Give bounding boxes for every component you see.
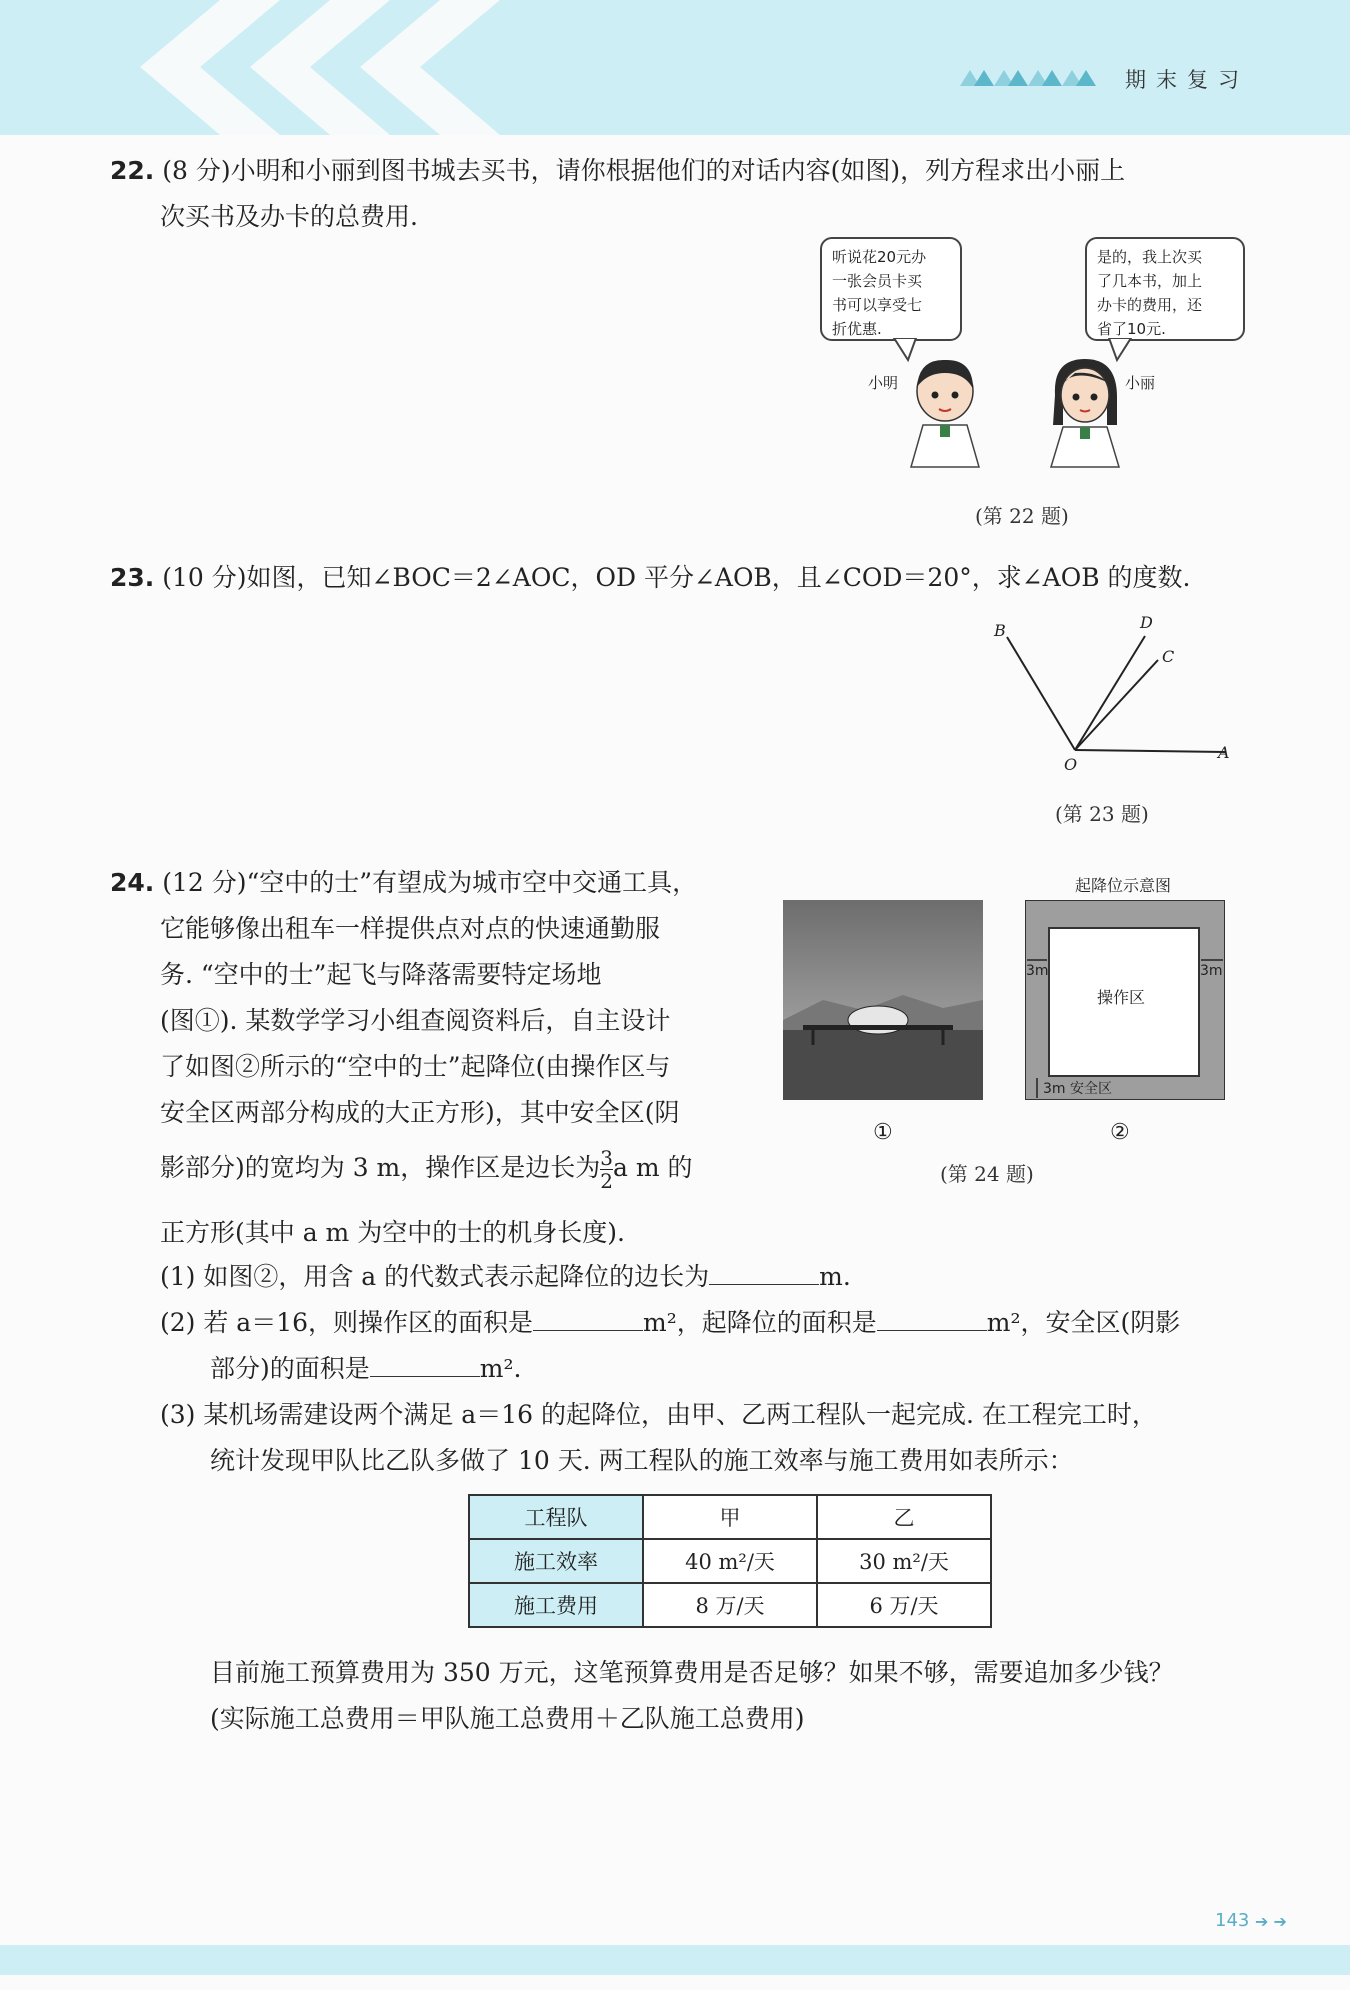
bubble-right-line: 办卡的费用，还	[1097, 296, 1203, 314]
table-row	[469, 1495, 991, 1539]
p2-text: m²，起降位的面积是	[643, 1308, 877, 1337]
table-row	[469, 1583, 991, 1627]
q22-line1: (8 分)小明和小丽到图书城去买书，请你根据他们的对话内容(如图)，列方程求出小丽上	[162, 156, 1126, 185]
p1-unit: m.	[819, 1262, 851, 1291]
table-cell: 40 m²/天	[643, 1539, 817, 1583]
p1-text: (1) 如图②，用含 a 的代数式表示起降位的边长为	[160, 1262, 710, 1291]
q24-line: 了如图②所示的“空中的士”起降位(由操作区与	[160, 1052, 671, 1081]
q23-body: (10 分)如图，已知∠BOC＝2∠AOC，OD 平分∠AOB，且∠COD＝20°，求∠AOB 的度数.	[162, 563, 1191, 592]
cost-table	[468, 1494, 992, 1628]
q24-number: 24.	[110, 868, 155, 897]
p2-text: m²，安全区(阴影	[986, 1308, 1181, 1337]
q24-intro	[110, 860, 760, 1136]
q22-text	[110, 148, 1260, 240]
ray-oa	[1075, 750, 1225, 752]
label-b: B	[994, 621, 1006, 640]
arrow-right-icon: ➔ ➔	[1255, 1912, 1287, 1931]
p2-text: 部分)的面积是	[210, 1354, 370, 1383]
q23-text	[110, 555, 1260, 601]
bubble-right-line: 省了10元.	[1097, 320, 1166, 338]
q22-number: 22.	[110, 156, 155, 185]
q23-caption: (第 23 题)	[1055, 802, 1149, 826]
q24-part1	[160, 1254, 851, 1300]
q24-line: 安全区两部分构成的大正方形)，其中安全区(阴	[160, 1098, 680, 1127]
air-taxi-photo	[783, 900, 983, 1100]
speech-bubble-xiaoming	[820, 237, 962, 341]
name-xiaoming: 小明	[868, 374, 899, 392]
bubble-left-line: 听说花20元办	[832, 248, 927, 266]
p2-unit: m².	[479, 1354, 522, 1383]
p3-line: (3) 某机场需建设两个满足 a＝16 的起降位，由甲、乙两工程队一起完成. 在工程完工时，	[160, 1400, 1157, 1429]
name-xiaoli: 小丽	[1125, 374, 1156, 392]
frac-den: 2	[600, 1169, 613, 1193]
table-cell: 施工费用	[469, 1583, 643, 1627]
q23-number: 23.	[110, 563, 155, 592]
bubble-left-line: 一张会员卡买	[832, 272, 923, 290]
q24-line: 务. “空中的士”起飞与降落需要特定场地	[160, 960, 602, 989]
speech-bubble-xiaoli	[1085, 237, 1245, 341]
tail-line: 目前施工预算费用为 350 万元，这笔预算费用是否足够？如果不够，需要追加多少钱？	[210, 1658, 1174, 1687]
q24-line: (图①). 某数学学习小组查阅资料后，自主设计	[160, 1006, 671, 1035]
q24-part2	[160, 1300, 1260, 1392]
q24-line8: 正方形(其中 a m 为空中的士的机身长度).	[160, 1218, 625, 1247]
angle-diagram	[990, 610, 1240, 775]
q24-caption: (第 24 题)	[940, 1162, 1034, 1186]
table-cell: 8 万/天	[643, 1583, 817, 1627]
fig1-label: ①	[873, 1120, 893, 1145]
footer-band	[0, 1945, 1350, 1975]
table-header-cell: 乙	[817, 1495, 991, 1539]
bubble-left-line: 书可以享受七	[832, 296, 923, 314]
table-header-cell: 工程队	[469, 1495, 643, 1539]
q24-line7	[160, 1140, 760, 1196]
page-number: 143	[1215, 1910, 1250, 1931]
ray-od	[1075, 636, 1145, 750]
margin-left-label: 3m	[1026, 963, 1049, 979]
q24-line7-prefix: 影部分)的宽均为 3 m，操作区是边长为	[160, 1153, 601, 1182]
table-cell: 30 m²/天	[817, 1539, 991, 1583]
girl-figure-icon	[1045, 355, 1125, 470]
chevron-decoration-icon	[100, 0, 520, 135]
fig2-label: ②	[1110, 1120, 1130, 1145]
bubble-left-line: 折优惠.	[832, 320, 882, 338]
section-title: 期末复习	[1125, 68, 1249, 92]
q22-caption: (第 22 题)	[975, 504, 1069, 528]
label-o: O	[1064, 755, 1078, 774]
table-cell: 施工效率	[469, 1539, 643, 1583]
mountain-decoration-icon	[960, 66, 1110, 88]
table-row	[469, 1539, 991, 1583]
answer-blank[interactable]	[877, 1304, 987, 1331]
p3-line: 统计发现甲队比乙队多做了 10 天. 两工程队的施工效率与施工费用如表所示：	[210, 1446, 1074, 1475]
answer-blank[interactable]	[709, 1258, 819, 1285]
operation-area-label: 操作区	[1097, 988, 1146, 1007]
ray-ob	[1007, 637, 1075, 750]
label-c: C	[1162, 647, 1175, 666]
frac-num: 3	[600, 1146, 613, 1170]
q24-line: (12 分)“空中的士”有望成为城市空中交通工具，	[162, 868, 698, 897]
safety-area-label: 3m 安全区	[1043, 1081, 1112, 1097]
table-cell: 6 万/天	[817, 1583, 991, 1627]
fraction	[600, 1147, 613, 1192]
answer-blank[interactable]	[370, 1350, 480, 1377]
label-a: A	[1218, 743, 1230, 762]
boy-figure-icon	[905, 355, 985, 470]
bubble-right-line: 了几本书，加上	[1097, 272, 1203, 290]
p2-text: (2) 若 a＝16，则操作区的面积是	[160, 1308, 534, 1337]
ray-oc	[1075, 660, 1158, 750]
table-header-cell: 甲	[643, 1495, 817, 1539]
margin-right-label: 3m	[1200, 963, 1223, 979]
tail-line: (实际施工总费用＝甲队施工总费用＋乙队施工总费用)	[210, 1704, 805, 1733]
q24-line7-suffix: a m 的	[613, 1153, 693, 1182]
bubble-right-line: 是的，我上次买	[1097, 248, 1203, 266]
q22-line2: 次买书及办卡的总费用.	[160, 202, 418, 231]
q24-line: 它能够像出租车一样提供点对点的快速通勤服	[160, 914, 661, 943]
label-d: D	[1140, 613, 1153, 632]
answer-blank[interactable]	[533, 1304, 643, 1331]
q24-tail	[210, 1650, 1290, 1742]
diagram-title: 起降位示意图	[1075, 876, 1172, 895]
q24-part3	[160, 1392, 1260, 1484]
